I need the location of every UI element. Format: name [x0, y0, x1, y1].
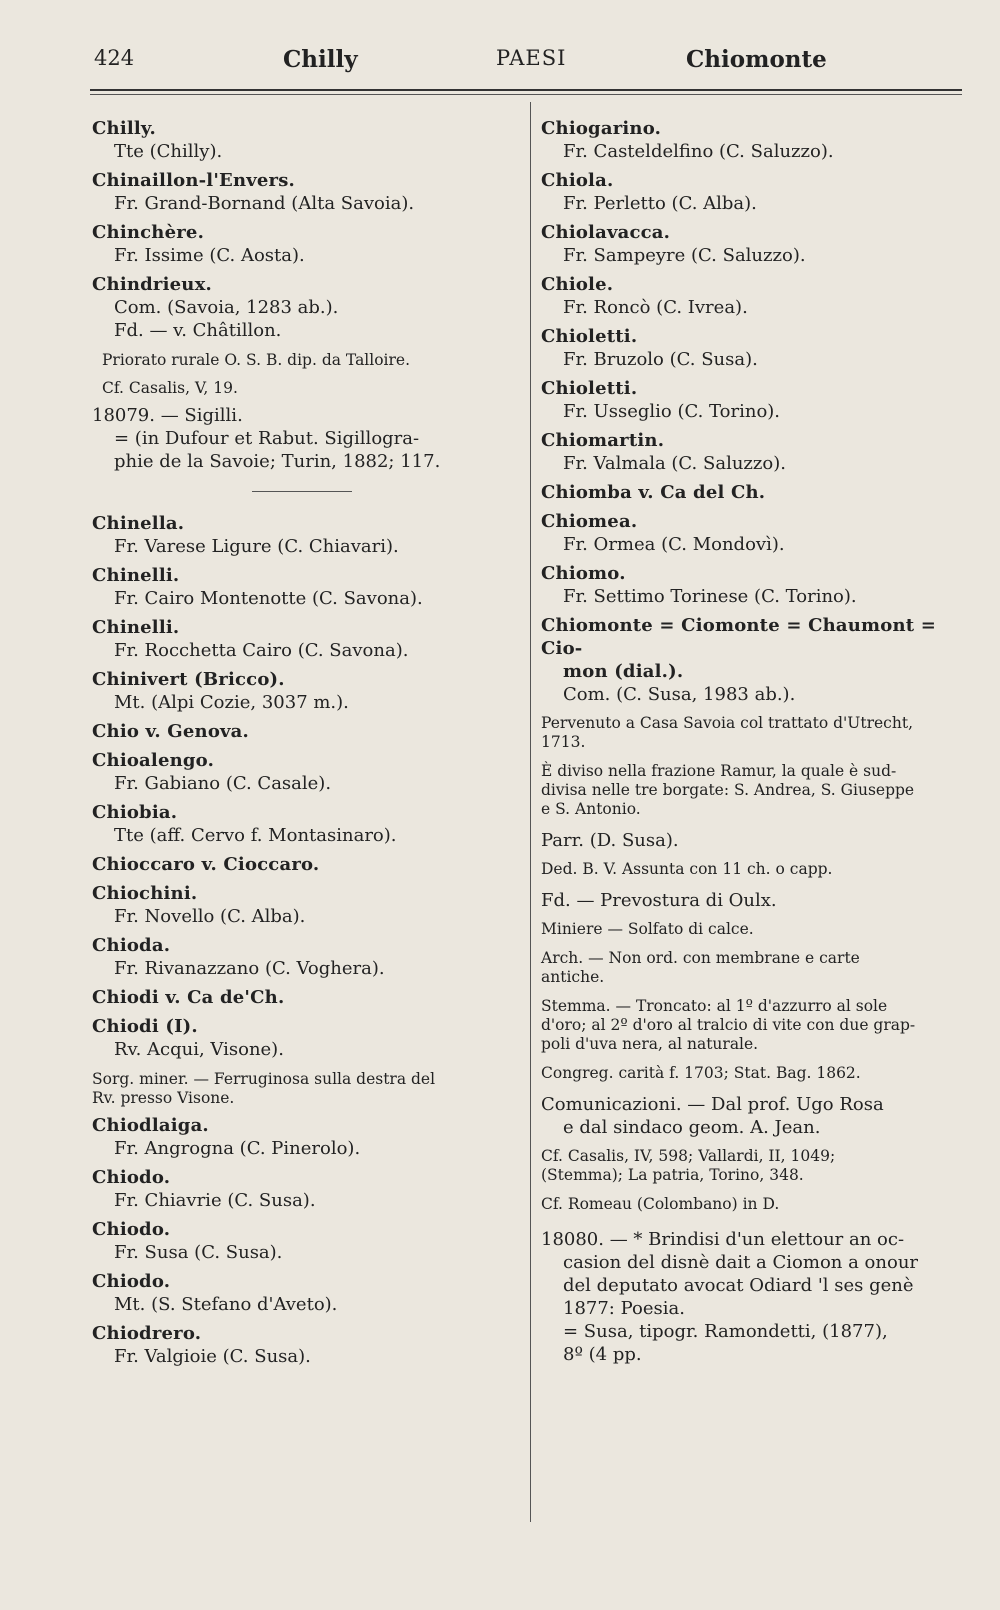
entry-line: Stemma. — Troncato: al 1º d'azzurro al sole [541, 997, 888, 1015]
entry-chiodi-i [92, 1015, 520, 1108]
entry-headword: Chioalengo. [92, 750, 215, 771]
entry-headword: Chiodo. [92, 1271, 171, 1292]
entry-chiomartin [541, 429, 963, 475]
note-stemma [541, 997, 963, 1054]
entry-line: antiche. [541, 968, 605, 986]
entry-headword: Chio v. Genova. [92, 721, 250, 742]
entry-chiomonte [541, 614, 963, 706]
entry-chioda [92, 934, 520, 980]
entry-chiodo-1 [92, 1166, 520, 1212]
entry-line: Cf. Casalis, IV, 598; Vallardi, II, 1049; [541, 1147, 836, 1165]
entry-line: Fr. Cairo Montenotte (C. Savona). [114, 588, 423, 609]
entry-line: Fr. Issime (C. Aosta). [114, 245, 305, 266]
entry-line: Fr. Rocchetta Cairo (C. Savona). [114, 640, 409, 661]
header-rule-thin [90, 94, 962, 95]
entry-headword: Chiomartin. [541, 430, 665, 451]
entry-line: d'oro; al 2º d'oro al tralcio di vite con due grap- [541, 1016, 916, 1034]
entry-line: Arch. — Non ord. con membrane e carte [541, 949, 860, 967]
entry-line: Fr. Novello (C. Alba). [114, 906, 306, 927]
entry-headword: Chiodi (I). [92, 1016, 198, 1037]
entry-line: divisa nelle tre borgate: S. Andrea, S. Giuseppe [541, 781, 915, 799]
entry-chinelli-1 [92, 564, 520, 610]
entry-chinelli-2 [92, 616, 520, 662]
entry-headword: Chindrieux. [92, 274, 212, 295]
entry-line: Fr. Settimo Torinese (C. Torino). [563, 586, 857, 607]
entry-line: casion del disnè dait a Ciomon a onour [563, 1252, 919, 1273]
entry-headword: Chiola. [541, 170, 614, 191]
entry-line: È diviso nella frazione Ramur, la quale è sud- [541, 762, 897, 780]
entry-line: Fr. Angrogna (C. Pinerolo). [114, 1138, 361, 1159]
entry-chiogarino [541, 117, 963, 163]
entry-headword: Chiomea. [541, 511, 638, 532]
entry-headword: Chiodo. [92, 1167, 171, 1188]
entry-headword: Chiodrero. [92, 1323, 202, 1344]
entry-line: 8º (4 pp. [563, 1344, 642, 1365]
entry-line: phie de la Savoie; Turin, 1882; 117. [114, 451, 441, 472]
entry-note [92, 1070, 520, 1108]
header-first-entry: Chilly [283, 46, 358, 73]
entry-line: Fr. Varese Ligure (C. Chiavari). [114, 536, 399, 557]
entry-headword: Chiomo. [541, 563, 626, 584]
left-column [92, 117, 520, 1374]
entry-line: Fr. Valgioie (C. Susa). [114, 1346, 311, 1367]
note-archivio [541, 949, 963, 987]
entry-line: Fr. Gabiano (C. Casale). [114, 773, 332, 794]
entry-chioletti-2 [541, 377, 963, 423]
entry-line: Rv. presso Visone. [92, 1089, 235, 1107]
entry-headword: Chiogarino. [541, 118, 662, 139]
header-section: PAESI [496, 46, 567, 70]
entry-line: del deputato avocat Odiard 'l ses genè [563, 1275, 914, 1296]
entry-line: e S. Antonio. [541, 800, 641, 818]
entry-line: Comunicazioni. — Dal prof. Ugo Rosa [541, 1094, 884, 1115]
note-reference-2: Cf. Romeau (Colombano) in D. [541, 1195, 780, 1213]
entry-line: Tte (Chilly). [114, 141, 223, 162]
entry-note: Priorato rurale O. S. B. dip. da Talloire. [102, 351, 411, 369]
entry-line: Tte (aff. Cervo f. Montasinaro). [114, 825, 397, 846]
entry-headword: Chioletti. [541, 326, 638, 347]
note-dedicazione: Ded. B. V. Assunta con 11 ch. o capp. [541, 860, 833, 878]
entry-chioccaro [92, 853, 520, 876]
entry-headword: Chinchère. [92, 222, 205, 243]
line-feudo: Fd. — Prevostura di Oulx. [541, 890, 777, 911]
entry-chinaillon [92, 169, 520, 215]
entry-line: poli d'uva nera, al naturale. [541, 1035, 759, 1053]
entry-line: Mt. (Alpi Cozie, 3037 m.). [114, 692, 349, 713]
entry-chio [92, 720, 520, 743]
entry-line: e dal sindaco geom. A. Jean. [563, 1117, 821, 1138]
entry-line: Fr. Chiavrie (C. Susa). [114, 1190, 316, 1211]
entry-reference: Cf. Casalis, V, 19. [102, 379, 238, 397]
note-congregazione: Congreg. carità f. 1703; Stat. Bag. 1862. [541, 1064, 861, 1082]
note-diviso [541, 762, 963, 819]
entry-chiodrero [92, 1322, 520, 1368]
entry-chiodi-v [92, 986, 520, 1009]
entry-line: Fr. Rivanazzano (C. Voghera). [114, 958, 385, 979]
entry-headword: Chiomba v. Ca del Ch. [541, 482, 766, 503]
column-divider [530, 102, 531, 1522]
entry-headword: Chinivert (Bricco). [92, 669, 285, 690]
entry-headword-cont: mon (dial.). [563, 661, 684, 682]
line-parrocchia: Parr. (D. Susa). [541, 830, 679, 851]
entry-chiobia [92, 801, 520, 847]
page-number: 424 [94, 46, 135, 70]
entry-line: Fr. Usseglio (C. Torino). [563, 401, 781, 422]
entry-line: Pervenuto a Casa Savoia col trattato d'Utrecht, [541, 714, 913, 732]
entry-line: (Stemma); La patria, Torino, 348. [541, 1166, 804, 1184]
entry-headword: Chiomonte = Ciomonte = Chaumont = Cio- [541, 615, 937, 659]
header-last-entry: Chiomonte [686, 46, 827, 73]
entry-line: Fr. Ormea (C. Mondovì). [563, 534, 785, 555]
entry-chioalengo [92, 749, 520, 795]
entry-headword: Chiodi v. Ca de'Ch. [92, 987, 285, 1008]
entry-chiodo-2 [92, 1218, 520, 1264]
entry-chinella [92, 512, 520, 558]
entry-line: Sorg. miner. — Ferruginosa sulla destra del [92, 1070, 436, 1088]
entry-line: = Susa, tipogr. Ramondetti, (1877), [563, 1321, 888, 1342]
entry-line: Com. (Savoia, 1283 ab.). [114, 297, 339, 318]
entry-chiodo-3 [92, 1270, 520, 1316]
entry-headword: Chiobia. [92, 802, 178, 823]
page-header [0, 46, 1000, 86]
entry-line: 1713. [541, 733, 586, 751]
entry-line: Fr. Roncò (C. Ivrea). [563, 297, 748, 318]
entry-line: Fr. Casteldelfino (C. Saluzzo). [563, 141, 834, 162]
entry-chilly [92, 117, 520, 163]
bibliography-18080 [541, 1228, 963, 1366]
note-miniere: Miniere — Solfato di calce. [541, 920, 754, 938]
entry-line: 18079. — Sigilli. [92, 405, 243, 426]
entry-line: Fr. Perletto (C. Alba). [563, 193, 757, 214]
note-pervenuto [541, 714, 963, 752]
separator-rule [252, 491, 352, 492]
entry-headword: Chioccaro v. Cioccaro. [92, 854, 320, 875]
entry-headword: Chioletti. [541, 378, 638, 399]
entry-chiomo [541, 562, 963, 608]
entry-chindrieux [92, 273, 520, 473]
entry-chiola [541, 169, 963, 215]
entry-line: 18080. — * Brindisi d'un elettour an oc- [541, 1229, 905, 1250]
entry-line: Fr. Grand-Bornand (Alta Savoia). [114, 193, 415, 214]
entry-headword: Chinaillon-l'Envers. [92, 170, 296, 191]
entry-headword: Chiolavacca. [541, 222, 671, 243]
bibliography-18079 [92, 404, 520, 473]
entry-line: Fr. Valmala (C. Saluzzo). [563, 453, 786, 474]
entry-line: Com. (C. Susa, 1983 ab.). [563, 684, 796, 705]
entry-line: Fr. Susa (C. Susa). [114, 1242, 283, 1263]
entry-headword: Chiole. [541, 274, 614, 295]
entry-chiomea [541, 510, 963, 556]
entry-chiochini [92, 882, 520, 928]
entry-chiolavacca [541, 221, 963, 267]
entry-line: 1877: Poesia. [563, 1298, 685, 1319]
entry-line: Fr. Bruzolo (C. Susa). [563, 349, 758, 370]
entry-headword: Chinelli. [92, 565, 180, 586]
entry-headword: Chiodlaiga. [92, 1115, 209, 1136]
entry-chiole [541, 273, 963, 319]
entry-headword: Chilly. [92, 118, 156, 139]
entry-line: Fr. Sampeyre (C. Saluzzo). [563, 245, 806, 266]
entry-line: Mt. (S. Stefano d'Aveto). [114, 1294, 338, 1315]
entry-line: Rv. Acqui, Visone). [114, 1039, 284, 1060]
note-reference-1 [541, 1147, 963, 1185]
entry-headword: Chinelli. [92, 617, 180, 638]
entry-chiodlaiga [92, 1114, 520, 1160]
line-comunicazioni [541, 1093, 963, 1139]
entry-chinivert [92, 668, 520, 714]
entry-line: = (in Dufour et Rabut. Sigillogra- [114, 428, 420, 449]
entry-chinchere [92, 221, 520, 267]
entry-chioletti-1 [541, 325, 963, 371]
entry-headword: Chioda. [92, 935, 171, 956]
right-column [541, 117, 963, 1374]
entry-headword: Chiodo. [92, 1219, 171, 1240]
entry-headword: Chiochini. [92, 883, 198, 904]
entry-line: Fd. — v. Châtillon. [114, 320, 282, 341]
entry-chiomba [541, 481, 963, 504]
header-rule-thick [90, 89, 962, 91]
entry-headword: Chinella. [92, 513, 185, 534]
